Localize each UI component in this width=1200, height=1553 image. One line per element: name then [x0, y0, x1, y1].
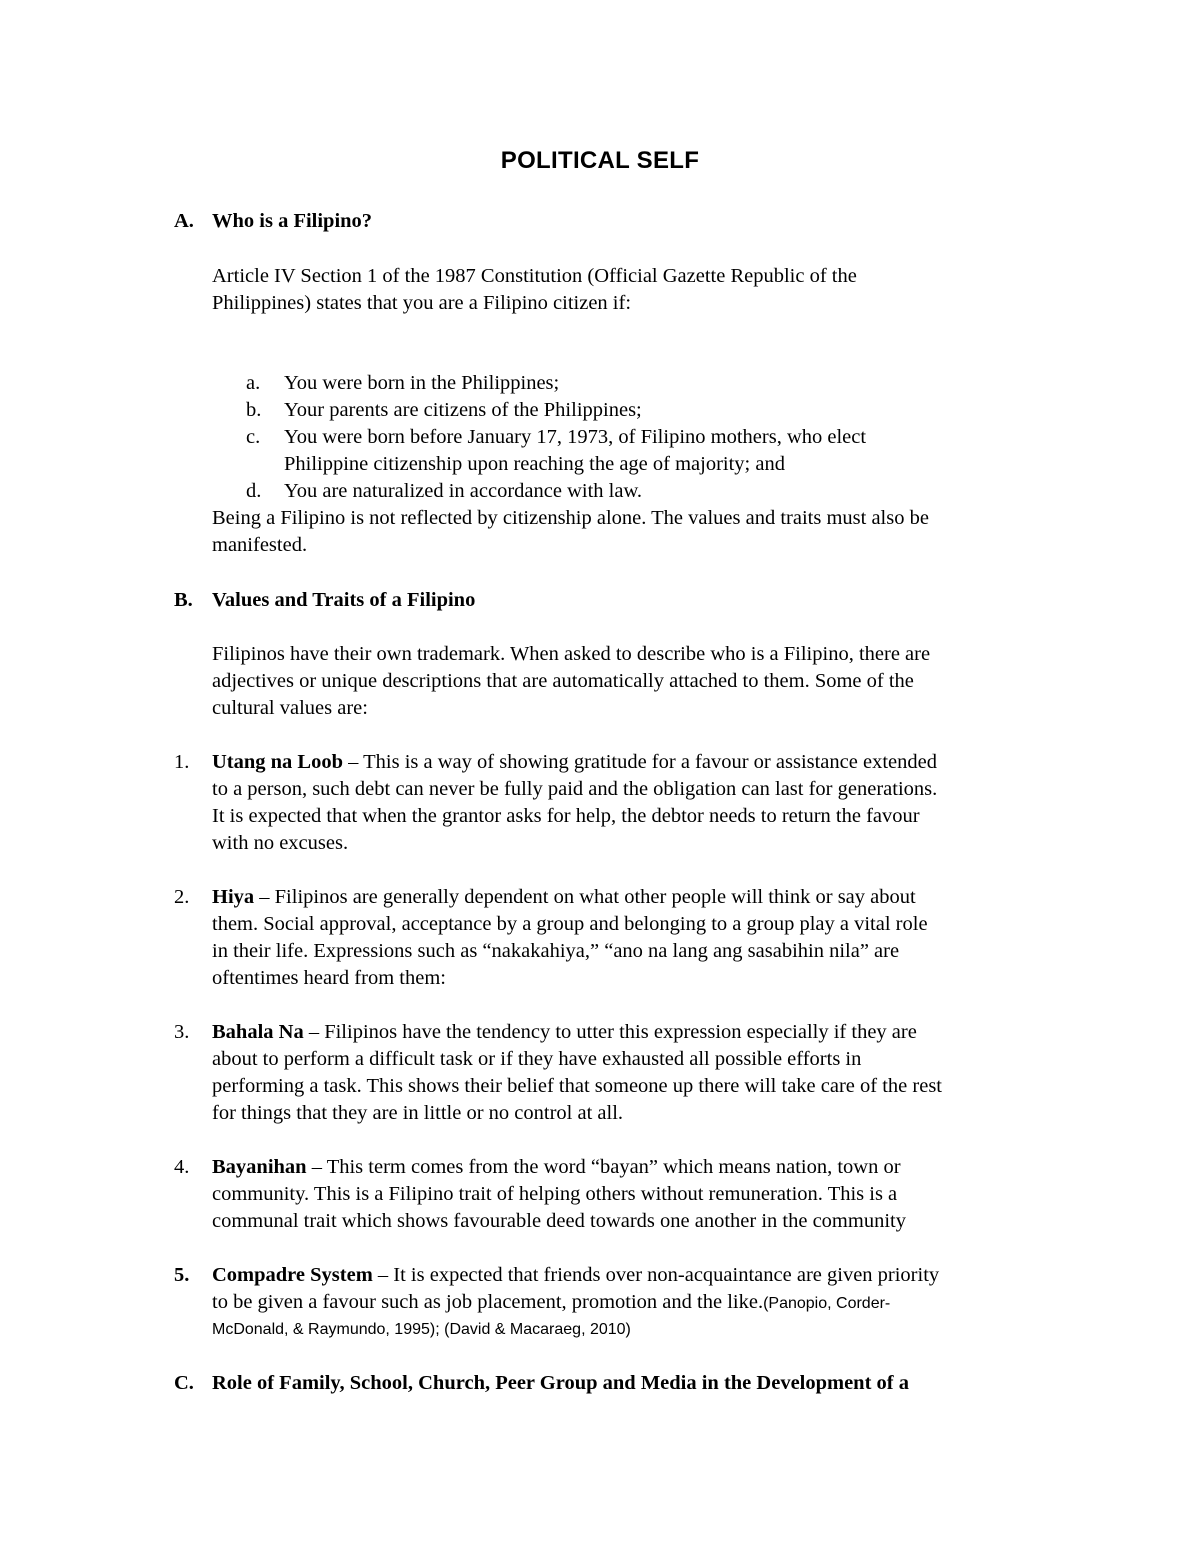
- value-term: Bahala Na: [212, 1021, 304, 1043]
- section-b-letter: B.: [174, 589, 193, 611]
- section-b-intro-line: cultural values are:: [212, 697, 368, 719]
- section-b-intro-line: Filipinos have their own trademark. When asked to describe who is a Filipino, there are: [212, 643, 931, 665]
- value-line: to a person, such debt can never be fully paid and the obligation can last for generations.: [212, 778, 938, 800]
- value-description: – Filipinos have the tendency to utter this expression especially if they are: [303, 1021, 917, 1043]
- value-line: for things that they are in little or no control at all.: [212, 1102, 624, 1124]
- value-line: with no excuses.: [212, 832, 349, 854]
- value-line: [212, 1289, 890, 1317]
- section-c-letter: C.: [174, 1372, 194, 1394]
- value-line: them. Social approval, acceptance by a group and belonging to a group play a vital role: [212, 913, 928, 935]
- value-line: It is expected that when the grantor asks for help, the debtor needs to return the favour: [212, 805, 920, 827]
- value-line: about to perform a difficult task or if they have exhausted all possible efforts in: [212, 1048, 862, 1070]
- section-a-intro-line: Philippines) states that you are a Filipino citizen if:: [212, 292, 632, 314]
- value-number: 4.: [174, 1156, 190, 1178]
- value-first-line: [212, 1262, 939, 1289]
- value-line: in their life. Expressions such as “nakakahiya,” “ano na lang ang sasabihin nila” are: [212, 940, 900, 962]
- value-term: Utang na Loob: [212, 751, 344, 773]
- value-line: community. This is a Filipino trait of helping others without remuneration. This is a: [212, 1183, 898, 1205]
- value-line: performing a task. This shows their belief that someone up there will take care of the rest: [212, 1075, 942, 1097]
- value-first-line: [212, 884, 916, 911]
- section-c-heading: Role of Family, School, Church, Peer Group and Media in the Development of a: [212, 1372, 909, 1394]
- value-description: – Filipinos are generally dependent on what other people will think or say about: [254, 886, 916, 908]
- section-a-closing-line: manifested.: [212, 534, 308, 556]
- list-item: You are naturalized in accordance with law.: [284, 480, 643, 502]
- section-a-letter: A.: [174, 210, 194, 232]
- value-number: 3.: [174, 1021, 190, 1043]
- value-term: Bayanihan: [212, 1156, 307, 1178]
- list-item-marker: c.: [246, 426, 261, 448]
- value-number: 2.: [174, 886, 190, 908]
- section-a-heading: Who is a Filipino?: [212, 210, 373, 232]
- citation: McDonald, & Raymundo, 1995); (David & Macaraeg, 2010): [212, 1321, 631, 1338]
- list-item: Your parents are citizens of the Philippines;: [284, 399, 642, 421]
- value-description: – This is a way of showing gratitude for a favour or assistance extended: [343, 751, 937, 773]
- list-item-continuation: Philippine citizenship upon reaching the age of majority; and: [284, 453, 785, 475]
- value-description: – This term comes from the word “bayan” which means nation, town or: [306, 1156, 901, 1178]
- value-first-line: [212, 1019, 917, 1046]
- citation: (Panopio, Corder-: [763, 1295, 891, 1312]
- value-number: 5.: [174, 1264, 190, 1286]
- value-line: communal trait which shows favourable deed towards one another in the community: [212, 1210, 906, 1232]
- value-first-line: [212, 749, 937, 776]
- section-b-intro-line: adjectives or unique descriptions that are automatically attached to them. Some of the: [212, 670, 914, 692]
- value-line: oftentimes heard from them:: [212, 967, 446, 989]
- list-item-marker: a.: [246, 372, 261, 394]
- page-title: POLITICAL SELF: [500, 147, 700, 174]
- value-term: Hiya: [212, 886, 255, 908]
- value-first-line: [212, 1154, 901, 1181]
- list-item: You were born in the Philippines;: [284, 372, 560, 394]
- section-a-closing-line: Being a Filipino is not reflected by citizenship alone. The values and traits must also be: [212, 507, 929, 529]
- section-b-heading: Values and Traits of a Filipino: [212, 589, 476, 611]
- value-term: Compadre System: [212, 1264, 373, 1286]
- list-item-marker: d.: [246, 480, 262, 502]
- value-line-text: to be given a favour such as job placement, promotion and the like.: [212, 1291, 764, 1313]
- list-item: You were born before January 17, 1973, of Filipino mothers, who elect: [284, 426, 867, 448]
- value-number: 1.: [174, 751, 190, 773]
- section-a-intro-line: Article IV Section 1 of the 1987 Constitution (Official Gazette Republic of the: [212, 265, 857, 287]
- value-description: – It is expected that friends over non-acquaintance are given priority: [372, 1264, 940, 1286]
- list-item-marker: b.: [246, 399, 262, 421]
